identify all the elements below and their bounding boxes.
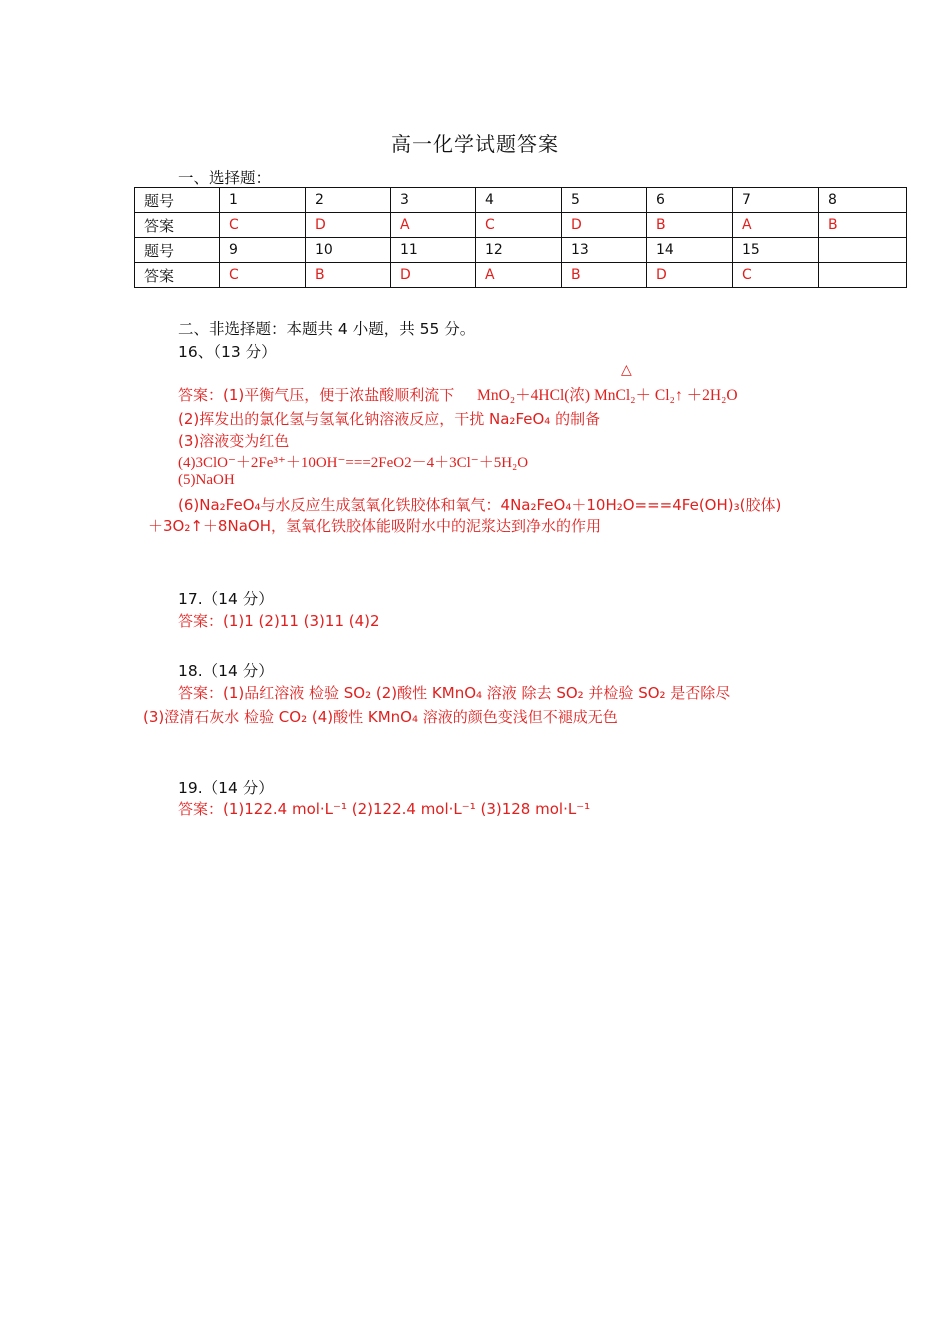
section-2-heading: 二、非选择题：本题共 4 小题，共 55 分。: [178, 320, 476, 338]
table-row: [135, 263, 907, 288]
q16-line1-prefix: 答案：(1)平衡气压，便于浓盐酸顺利流下: [178, 386, 455, 404]
question-number-cell: 4: [476, 188, 562, 213]
answer-cell: C: [733, 263, 819, 288]
q19-header: 19.（14 分）: [178, 779, 274, 797]
answer-cell: D: [647, 263, 733, 288]
row-label-question-number: 题号: [135, 238, 220, 263]
answer-cell: A: [476, 263, 562, 288]
q17-answer: 答案：(1)1 (2)11 (3)11 (4)2: [178, 612, 380, 630]
question-number-cell: 13: [562, 238, 647, 263]
question-number-cell: 15: [733, 238, 819, 263]
q16-answer-line-3: (3)溶液变为红色: [178, 432, 290, 450]
answer-table: [134, 187, 907, 288]
row-label-answer: 答案: [135, 263, 220, 288]
section-1-heading: 一、选择题：: [178, 169, 272, 187]
answer-cell: C: [220, 263, 306, 288]
answer-cell: D: [306, 213, 391, 238]
row-label-question-number: 题号: [135, 188, 220, 213]
q18-answer-line-2: (3)澄清石灰水 检验 CO₂ (4)酸性 KMnO₄ 溶液的颜色变浅但不褪成无色: [143, 708, 618, 726]
q19-answer: 答案：(1)122.4 mol·L⁻¹ (2)122.4 mol·L⁻¹ (3)128 mol·L⁻¹: [178, 800, 591, 818]
answer-cell: C: [220, 213, 306, 238]
question-number-cell: 10: [306, 238, 391, 263]
table-row: [135, 188, 907, 213]
question-number-cell: 12: [476, 238, 562, 263]
answer-cell: [819, 263, 907, 288]
q16-line1-equation: MnO₂＋4HCl(浓) MnCl₂＋ Cl₂↑ ＋2H₂O: [477, 387, 738, 404]
q18-header: 18.（14 分）: [178, 662, 274, 680]
answer-cell: B: [306, 263, 391, 288]
question-number-cell: 3: [391, 188, 476, 213]
q16-answer-line-5: (5)NaOH: [178, 472, 235, 488]
table-row: [135, 238, 907, 263]
answer-cell: B: [647, 213, 733, 238]
answer-cell: A: [733, 213, 819, 238]
question-number-cell: 2: [306, 188, 391, 213]
answer-cell: B: [562, 263, 647, 288]
question-number-cell: 5: [562, 188, 647, 213]
question-number-cell: 6: [647, 188, 733, 213]
answer-cell: B: [819, 213, 907, 238]
question-number-cell: 9: [220, 238, 306, 263]
answer-cell: A: [391, 213, 476, 238]
q16-header: 16、（13 分）: [178, 343, 277, 361]
question-number-cell: 1: [220, 188, 306, 213]
table-row: [135, 213, 907, 238]
answer-cell: D: [562, 213, 647, 238]
heat-triangle-symbol: △: [621, 362, 632, 378]
answer-table-body: [135, 188, 907, 288]
q16-answer-line-6: (6)Na₂FeO₄与水反应生成氢氧化铁胶体和氧气：4Na₂FeO₄＋10H₂O===4Fe(OH)₃(胶体): [178, 496, 782, 514]
question-number-cell: 8: [819, 188, 907, 213]
q16-answer-line-1: [178, 383, 738, 405]
q16-answer-line-2: (2)挥发出的氯化氢与氢氧化钠溶液反应，干扰 Na₂FeO₄ 的制备: [178, 410, 601, 428]
question-number-cell: [819, 238, 907, 263]
page-title: 高一化学试题答案: [391, 132, 559, 156]
row-label-answer: 答案: [135, 213, 220, 238]
question-number-cell: 14: [647, 238, 733, 263]
q17-header: 17.（14 分）: [178, 590, 274, 608]
q16-answer-line-4: (4)3ClO⁻＋2Fe³⁺＋10OH⁻===2FeO2－4＋3Cl⁻＋5H₂O: [178, 455, 529, 471]
question-number-cell: 11: [391, 238, 476, 263]
answer-cell: D: [391, 263, 476, 288]
q16-answer-line-7: ＋3O₂↑＋8NaOH，氢氧化铁胶体能吸附水中的泥浆达到净水的作用: [148, 517, 601, 535]
answer-cell: C: [476, 213, 562, 238]
question-number-cell: 7: [733, 188, 819, 213]
q18-answer-line-1: 答案：(1)品红溶液 检验 SO₂ (2)酸性 KMnO₄ 溶液 除去 SO₂ 并检验 SO₂ 是否除尽: [178, 684, 731, 702]
